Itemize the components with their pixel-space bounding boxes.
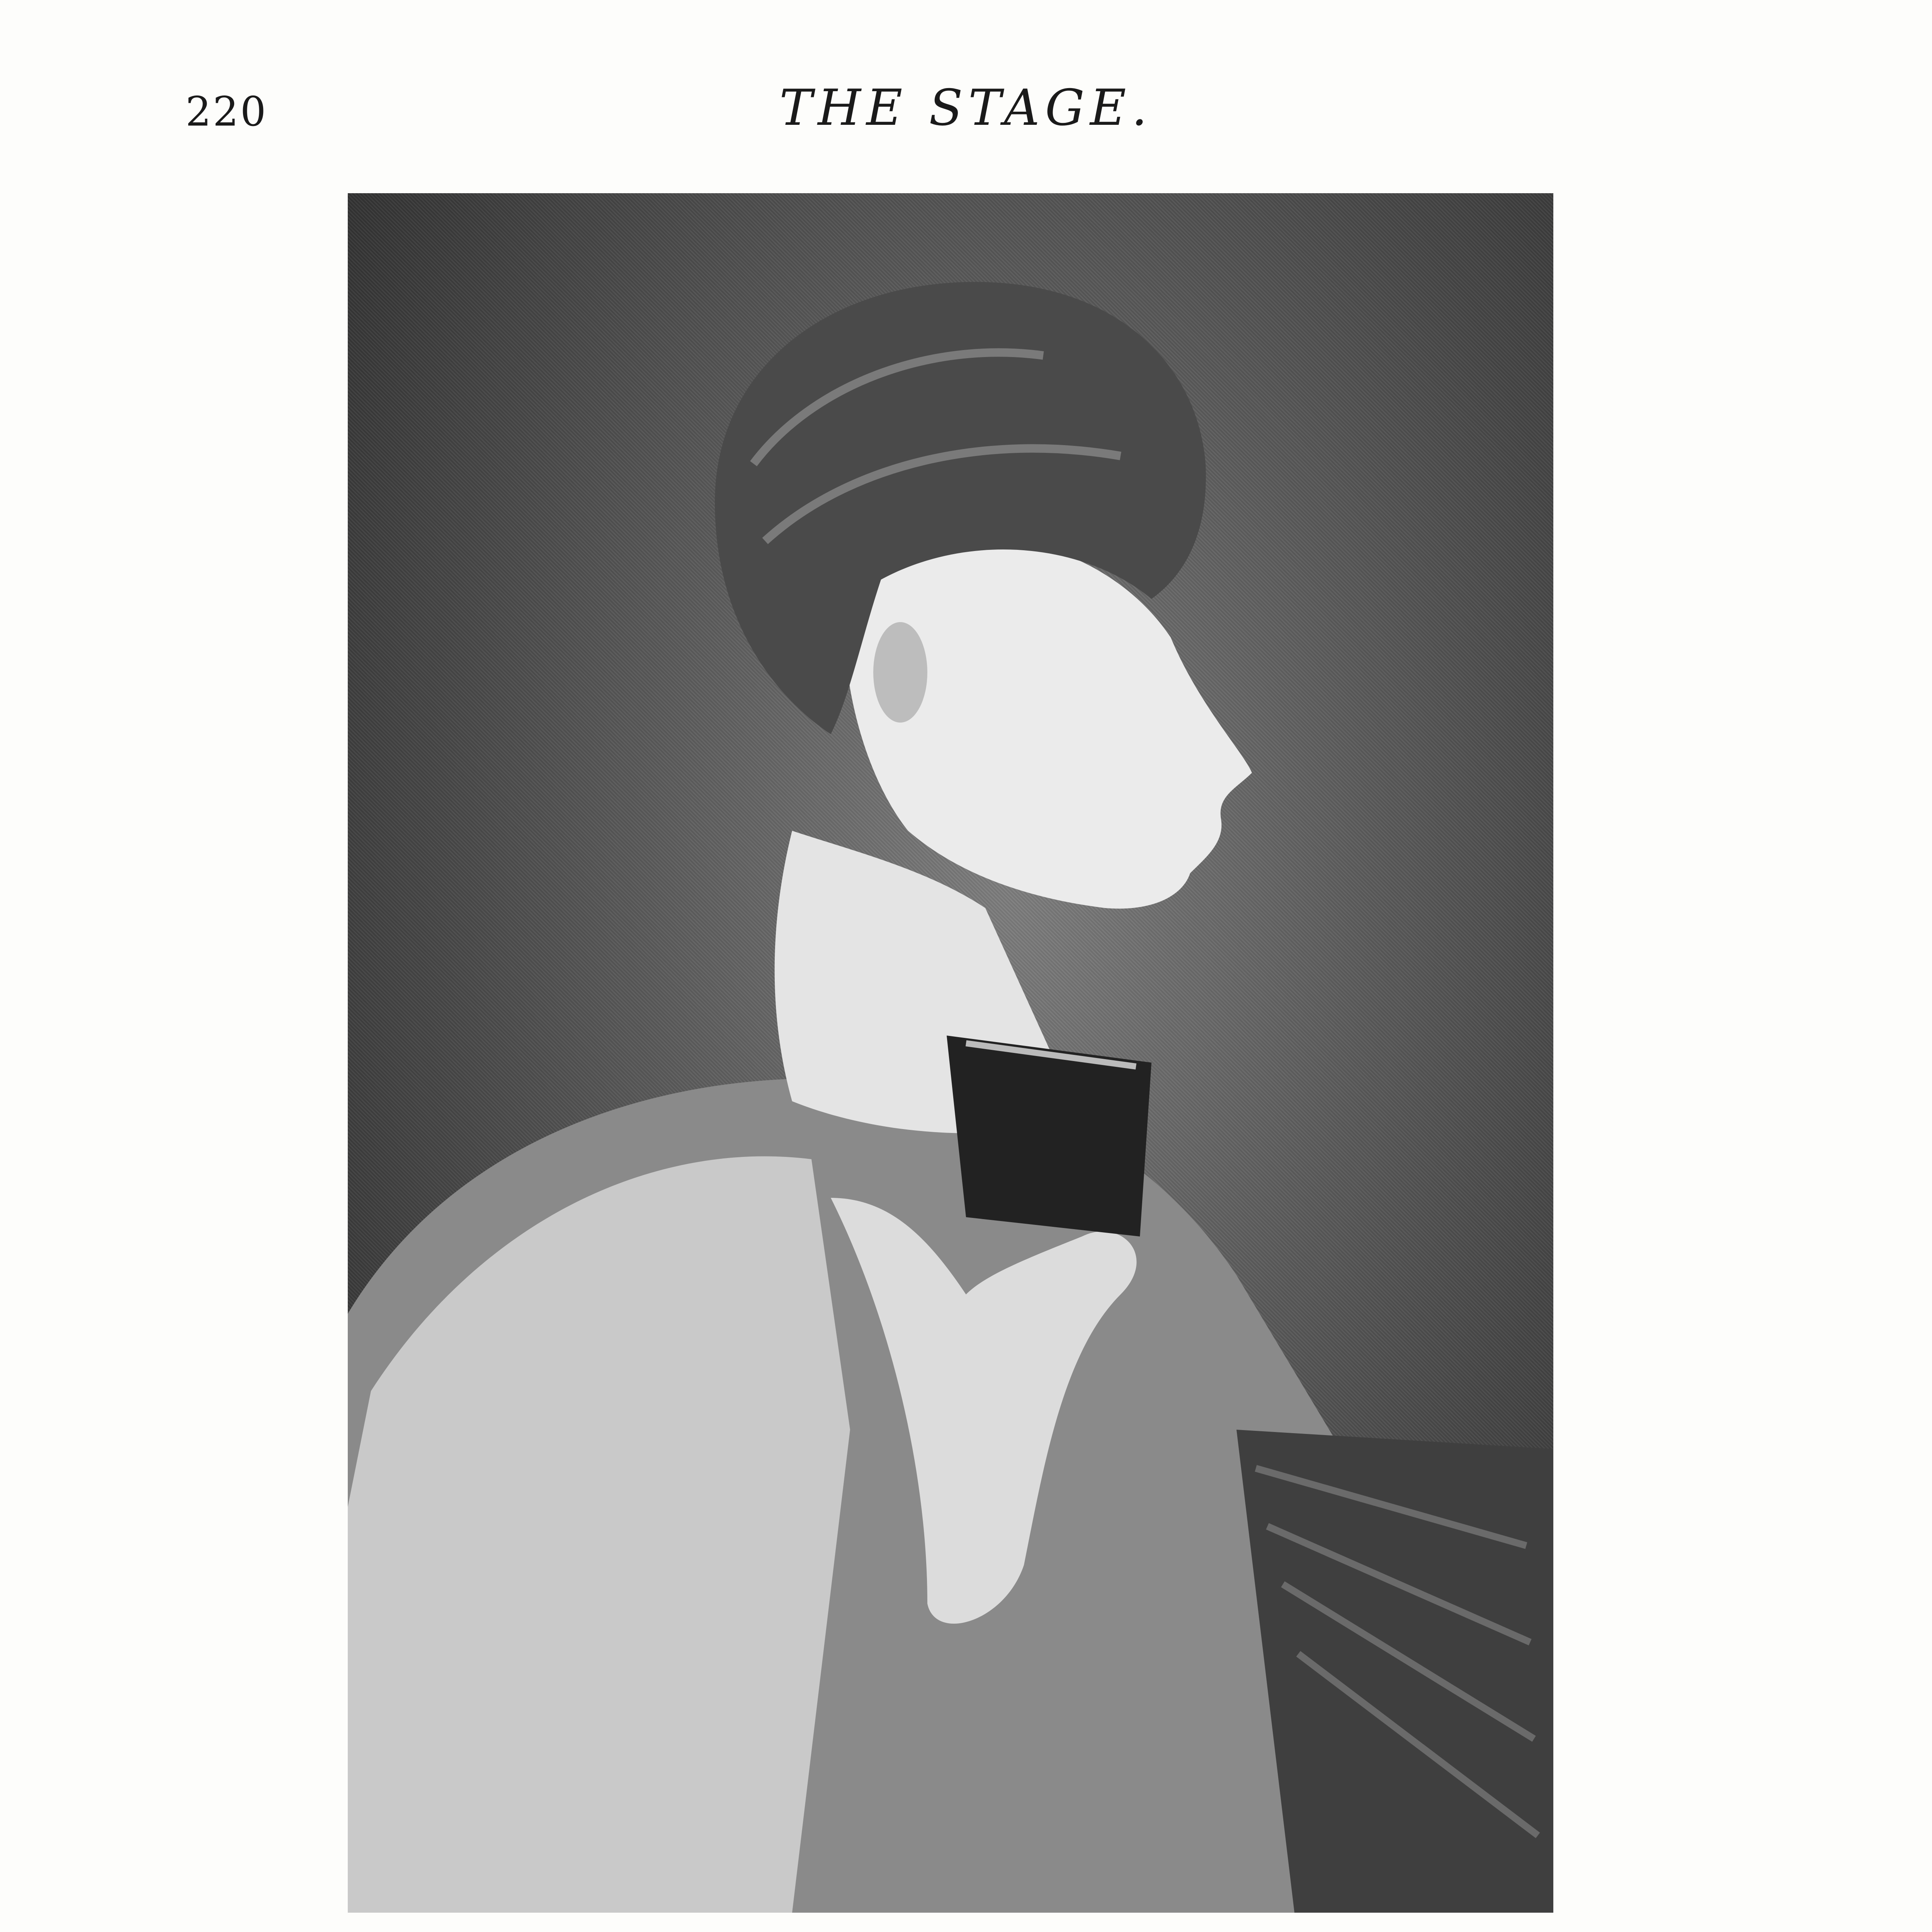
running-title: THE STAGE.	[779, 79, 1153, 137]
page-number: 220	[185, 88, 268, 135]
portrait-photograph	[348, 193, 1553, 1913]
portrait-figure	[348, 193, 1553, 1913]
